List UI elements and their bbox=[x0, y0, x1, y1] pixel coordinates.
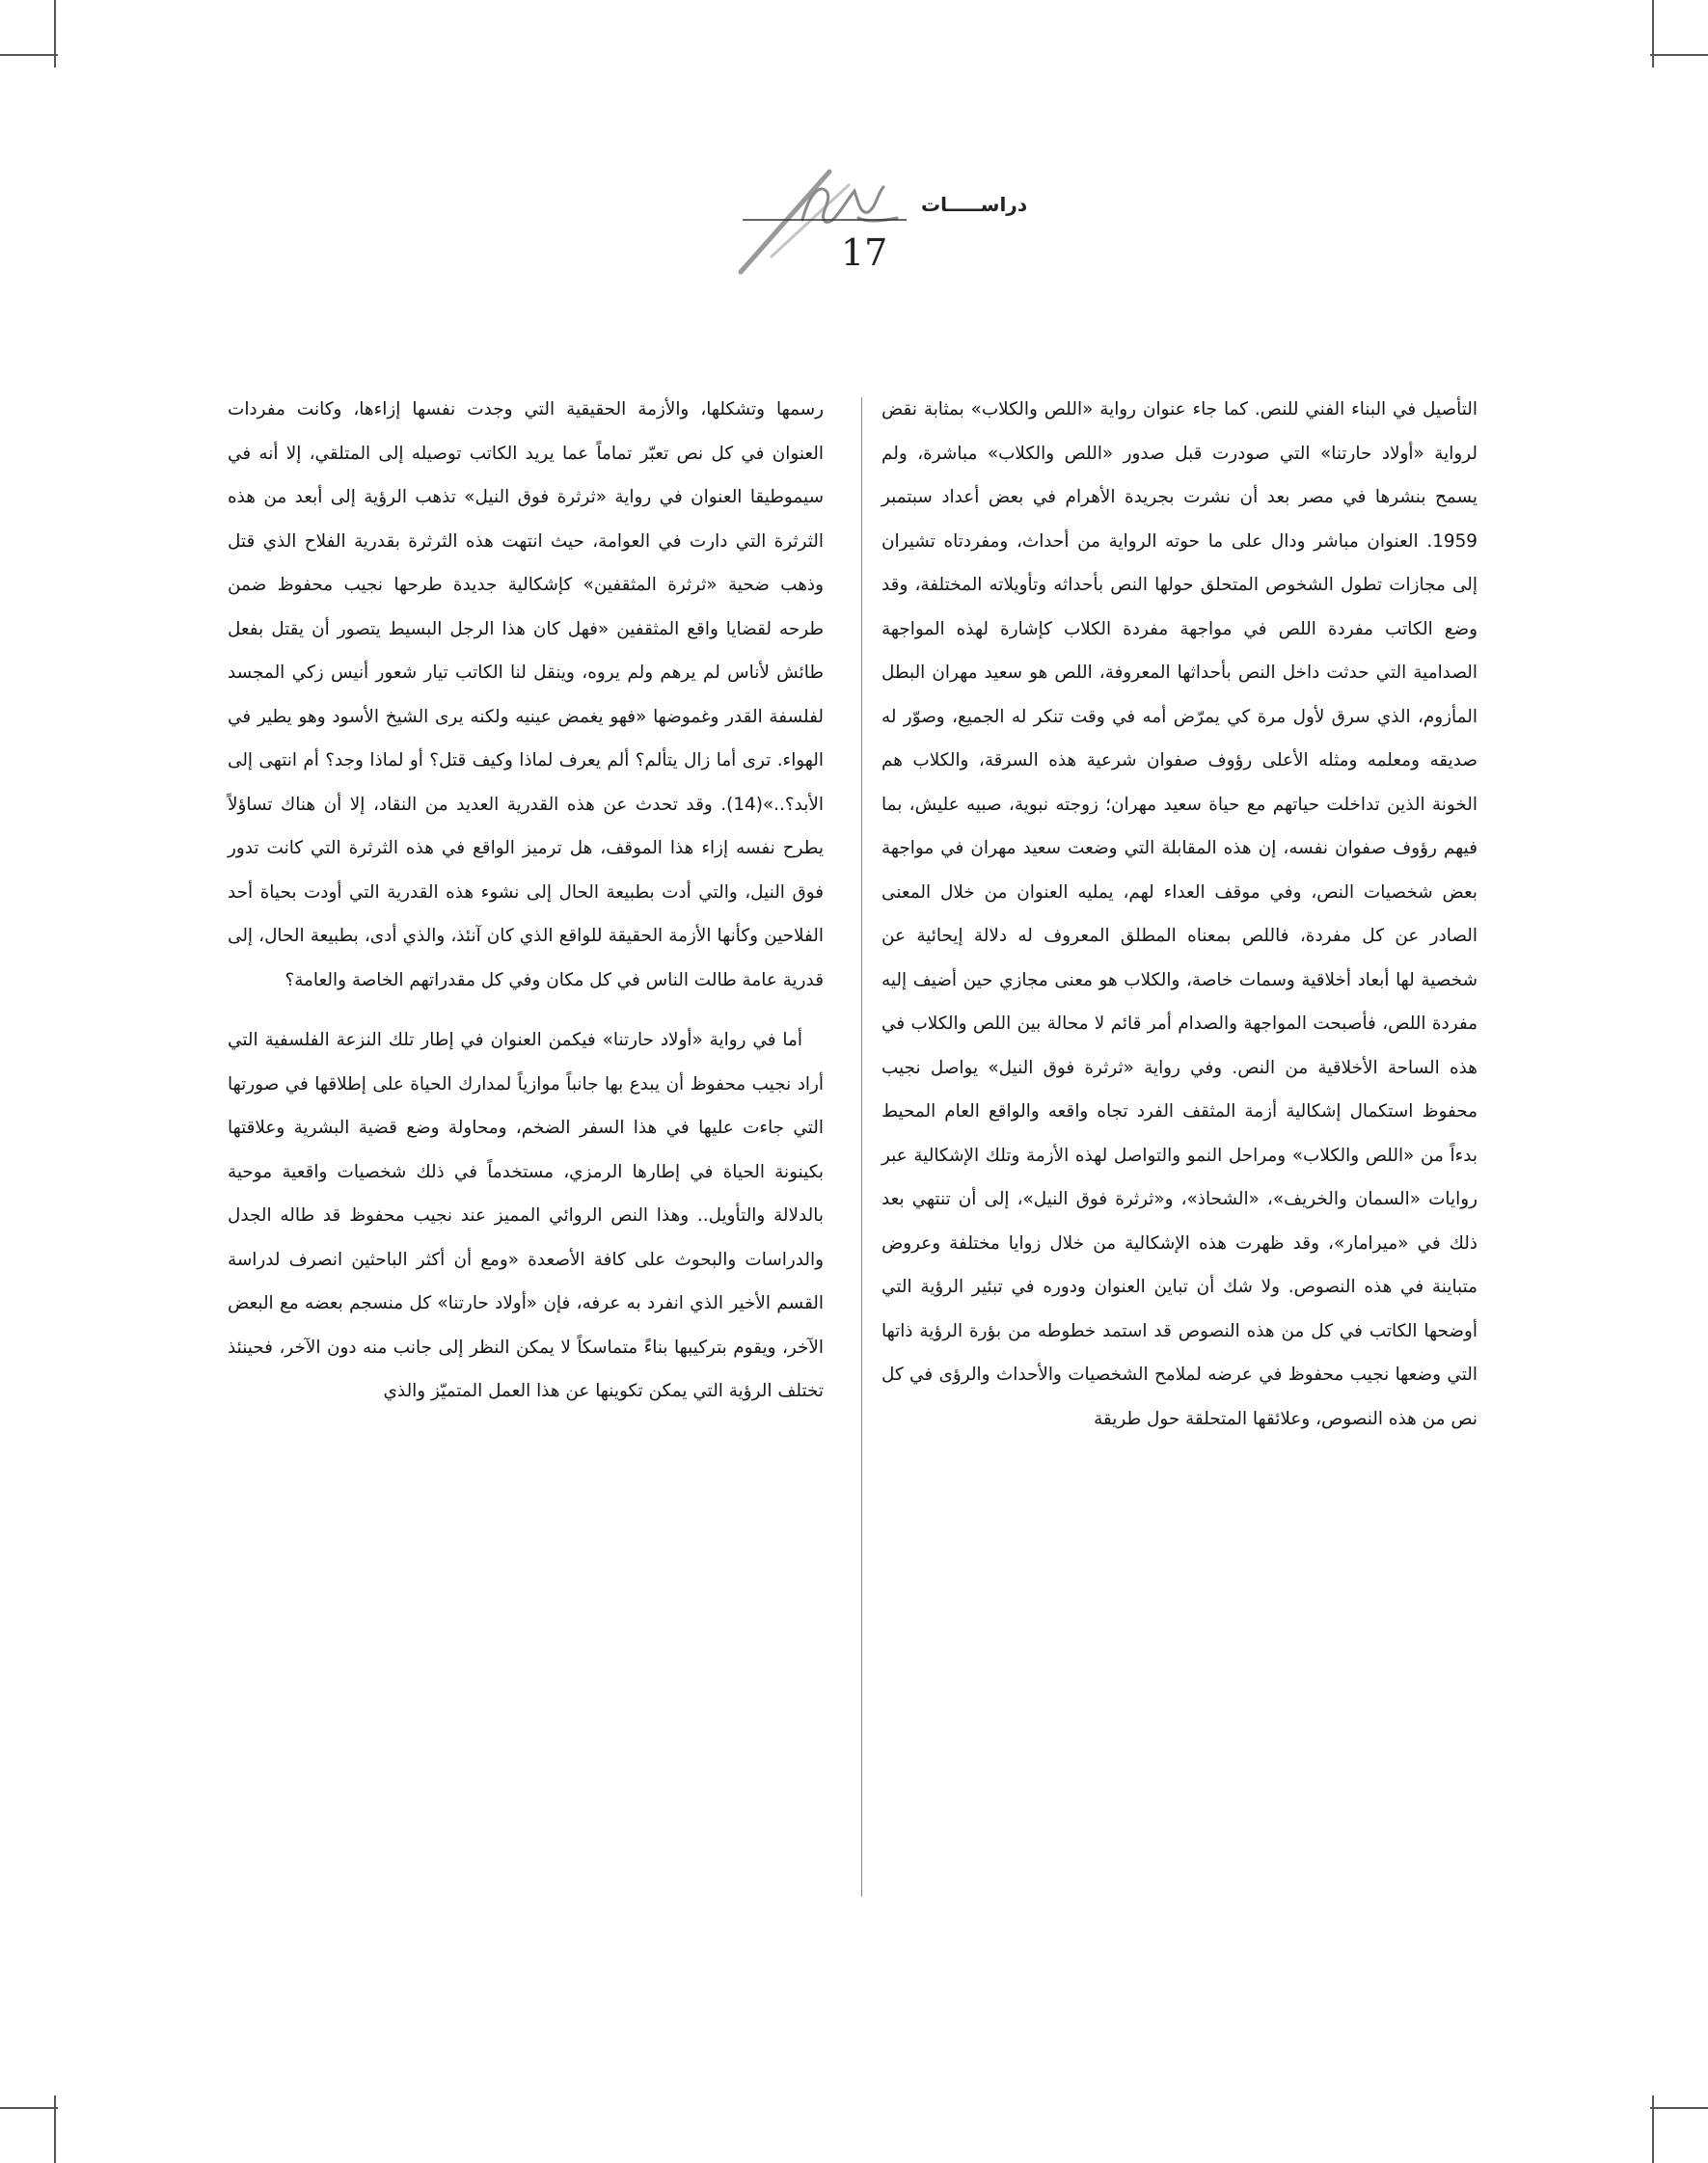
crop-mark-bottom-left-h bbox=[0, 2107, 58, 2109]
section-label: دراســـــات bbox=[921, 193, 1028, 216]
crop-mark-top-left-h bbox=[0, 54, 58, 56]
paragraph: رسمها وتشكلها، والأزمة الحقيقية التي وجدت نفسها إزاءها، وكانت مفردات العنوان في كل نص تعبّر تماماً عما يريد الكاتب توصيله إلى المتلقي، إلا أنه في سيموطيقا العنوان في رواية «ثرثرة فوق النيل» تذهب الرؤية إلى أبعد من هذه الثرثرة التي دارت في العوامة، حيث انتهت هذه الثرثرة بقدرية الفلاح الذي قتل وذهب ضحية «ثرثرة المثقفين» كإشكالية جديدة طرحها نجيب محفوظ ضمن طرحه لقضايا واقع المثقفين «فهل كان هذا الرجل البسيط يتصور أن يقتل بفعل طائش لأناس لم يرهم ولم يروه، وينقل لنا الكاتب تيار شعور أنيس زكي المجسد لفلسفة القدر وغموضها «فهو يغمض عينيه ولكنه يرى الشيخ الأسود وهو يطير في الهواء. ترى أما زال يتألم؟ ألم يعرف لماذا وكيف قتل؟ أو لماذا وجد؟ أم انتهى إلى الأبد؟..»(14). وقد تحدث عن هذه القدرية العديد من النقاد، إلا أن هناك تساؤلاً يطرح نفسه إزاء هذا الموقف، هل ترميز الواقع في هذه الثرثرة التي كانت تدور فوق النيل، والتي أدت بطبيعة الحال إلى نشوء هذه القدرية التي أودت بحياة أحد الفلاحين وكأنها الأزمة الحقيقة للواقع الذي كان آنئذ، والذي أدى، بطبيعة الحال، إلى قدرية عامة طالت الناس في كل مكان وفي كل مقدراتهم الخاصة والعامة؟ bbox=[228, 399, 824, 990]
column-divider bbox=[861, 397, 862, 1897]
crop-mark-bottom-right bbox=[1652, 2095, 1654, 2163]
running-header bbox=[714, 164, 1028, 280]
text-column-right bbox=[881, 388, 1478, 1441]
crop-mark-top-left bbox=[54, 0, 56, 68]
crop-mark-top-right bbox=[1652, 0, 1654, 68]
crop-mark-top-right-h bbox=[1650, 54, 1708, 56]
crop-mark-bottom-right-h bbox=[1650, 2107, 1708, 2109]
paragraph: أما في رواية «أولاد حارتنا» فيكمن العنوان في إطار تلك النزعة الفلسفية التي أراد نجيب محفوظ أن يبدع بها جانباً موازياً لمدارك الحياة على إطلاقها في صورتها التي جاءت عليها في هذا السفر الضخم، ومحاولة وضع قضية البشرية وعلاقتها بكينونة الحياة في إطارها الرمزي، مستخدماً في ذلك شخصيات واقعية موحية بالدلالة والتأويل.. وهذا النص الروائي المميز عند نجيب محفوظ قد طاله الجدل والدراسات والبحوث على كافة الأصعدة «ومع أن أكثر الباحثين انصرف لدراسة القسم الأخير الذي انفرد به عرفه، فإن «أولاد حارتنا» كل منسجم بعضه مع البعض الآخر، ويقوم بتركيبها بناءً متماسكاً لا يمكن النظر إلى جانب منه دون الآخر، فحينئذ تختلف الرؤية التي يمكن تكوينها عن هذا العمل المتميّز والذي bbox=[228, 1030, 824, 1401]
page-number: 17 bbox=[841, 231, 888, 274]
crop-mark-bottom-left bbox=[54, 2095, 56, 2163]
text-column-left bbox=[228, 388, 824, 1414]
paragraph: التأصيل في البناء الفني للنص. كما جاء عنوان رواية «اللص والكلاب» بمثابة نقض لرواية «أولاد حارتنا» التي صودرت قبل صدور «اللص والكلاب» مباشرة، ولم يسمح بنشرها في مصر بعد أن نشرت بجريدة الأهرام في بعض أعداد سبتمبر 1959. العنوان مباشر ودال على ما حوته الرواية من أحداث، ومفردتاه تشيران إلى مجازات تطول الشخوص المتحلق حولها النص بأحداثه وتأويلاته المختلفة، وقد وضع الكاتب مفردة اللص في مواجهة مفردة الكلاب كإشارة لهذه المواجهة الصدامية التي حدثت داخل النص بأحداثها المعروفة، اللص هو سعيد مهران البطل المأزوم، الذي سرق لأول مرة كي يمرّض أمه في وقت تنكر له الجميع، وصوّر له صديقه ومعلمه ومثله الأعلى رؤوف صفوان شرعية هذه السرقة، والكلاب هم الخونة الذين تداخلت حياتهم مع حياة سعيد مهران؛ زوجته نبوية، صبيه عليش، بما فيهم رؤوف صفوان نفسه، إن هذه المقابلة التي وضعت سعيد مهران في مواجهة بعض شخصيات النص، وفي موقف العداء لهم، يمليه العنوان من خلال المعنى الصادر عن كل مفردة، فاللص بمعناه المطلق المعروف له دلالة إيحائية عن شخصية لها أبعاد أخلاقية وسمات خاصة، والكلاب هو معنى مجازي حين أضيف إليه مفردة اللص، فأصبحت المواجهة والصدام أمر قائم لا محالة بين اللص والكلاب في هذه الساحة الأخلاقية من النص. وفي رواية «ثرثرة فوق النيل» يواصل نجيب محفوظ استكمال إشكالية أزمة المثقف الفرد تجاه واقعه والواقع العام المحيط بدءاً من «اللص والكلاب» ومراحل النمو والتواصل لهذه الأزمة وتلك الإشكالية عبر روايات «السمان والخريف»، «الشحاذ»، و«ثرثرة فوق النيل»، إلى أن تنتهي بعد ذلك في «ميرامار»، وقد ظهرت هذه الإشكالية من خلال زوايا مختلفة وعروض متباينة في هذه النصوص. ولا شك أن تباين العنوان ودوره في تبئير الرؤية التي أوضحها الكاتب في كل من هذه النصوص قد استمد خطوطه من بؤرة الرؤية ذاتها التي وضعها نجيب محفوظ في عرضه لملامح الشخصيات والأحداث والرؤى في كل نص من هذه النصوص، وعلائقها المتحلقة حول طريقة bbox=[881, 399, 1478, 1429]
